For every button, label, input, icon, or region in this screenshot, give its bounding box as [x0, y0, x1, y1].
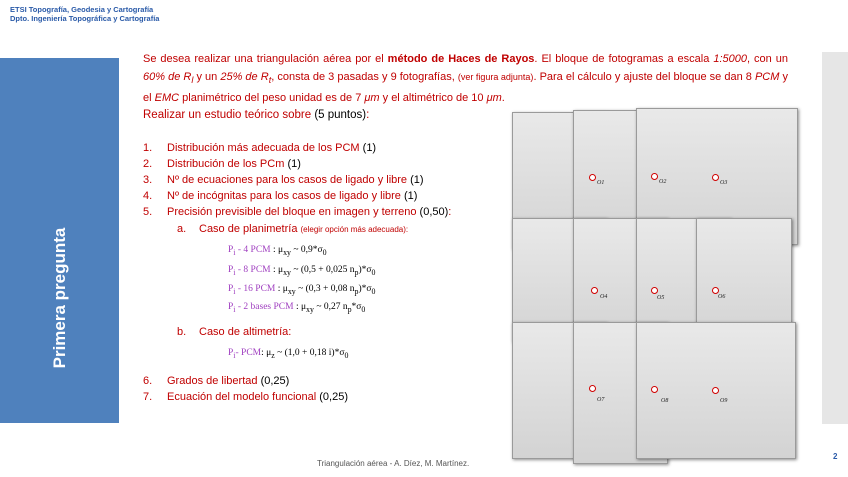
- list-item: [143, 375, 289, 387]
- formula-rest: ~ 0,27 n: [313, 302, 348, 312]
- list-item: [143, 174, 424, 186]
- scale: 1:5000: [713, 53, 747, 65]
- list-item: [143, 142, 376, 154]
- intro-text: , con un: [747, 53, 788, 65]
- formula-desc: - PCM: [235, 348, 262, 358]
- formula-sub: 0: [361, 304, 366, 314]
- item-text: Distribución más adecuada de los PCM: [167, 142, 363, 154]
- list-item: [143, 206, 451, 218]
- emc-term: EMC: [154, 92, 180, 105]
- formula-label: P: [228, 348, 234, 358]
- projection-center: [712, 174, 719, 181]
- formula-sub: xy: [283, 267, 291, 277]
- formula-expr: : μ: [270, 245, 284, 255]
- formula-desc: - 4 PCM: [235, 245, 271, 255]
- overlap-long-sub: l: [191, 75, 194, 86]
- projection-center-label: O1: [597, 180, 605, 186]
- item-number: 3.: [143, 174, 153, 186]
- formula-rest: *σ: [351, 302, 362, 312]
- formula-expr: : μ: [261, 348, 272, 358]
- subtitle-text: Realizar un estudio teórico sobre: [143, 109, 315, 121]
- projection-center-label: O7: [597, 397, 605, 403]
- item-points: (0,25): [319, 391, 349, 403]
- intro-text: . Para el cálculo y ajuste del bloque se dan 8: [533, 71, 755, 83]
- formula-sub: p: [354, 286, 359, 296]
- item-points: (1): [403, 190, 418, 202]
- intro-text: . El bloque de fotogramas a escala: [534, 53, 714, 65]
- formula-desc: - 2 bases PCM: [235, 302, 294, 312]
- item-text: Nº de incógnitas para los casos de ligado y libre: [167, 190, 404, 202]
- projection-center: [651, 287, 658, 294]
- intro-text: y el altimétrico de 10: [379, 92, 487, 105]
- subitem-number: b.: [177, 326, 187, 338]
- item-number: 5.: [143, 206, 153, 218]
- formula: [228, 302, 365, 314]
- overlap-trans: 25% de R: [220, 71, 269, 83]
- formula-expr: : μ: [275, 284, 288, 294]
- formula-sub: 0: [371, 267, 376, 277]
- formula-label-sub: i: [233, 247, 236, 257]
- formula-label: P: [228, 284, 234, 294]
- subitem-note: (elegir opción más adecuada):: [300, 225, 409, 234]
- projection-center-label: O8: [661, 398, 669, 404]
- header-line-1: ETSI Topografía, Geodesia y Cartografía: [10, 5, 154, 14]
- header: [10, 5, 159, 23]
- projection-center: [712, 287, 719, 294]
- formula-label: P: [228, 265, 234, 275]
- item-points: (1): [287, 158, 301, 170]
- intro-paragraph: [143, 50, 788, 107]
- formula-label-sub: i: [233, 286, 236, 296]
- figure-note: (ver figura adjunta): [457, 72, 534, 82]
- task-subtitle: [143, 109, 369, 121]
- projection-center: [589, 174, 596, 181]
- page-number: 2: [833, 452, 838, 461]
- item-text: Nº de ecuaciones para los casos de ligado y libre: [167, 174, 411, 186]
- unit-um: μm: [364, 92, 380, 105]
- formula-rest: )*σ: [358, 265, 372, 275]
- formula-sub: xy: [287, 286, 296, 296]
- item-number: 7.: [143, 391, 153, 403]
- item-number: 2.: [143, 158, 153, 170]
- formula-expr: : μ: [270, 265, 284, 275]
- formula-sub: z: [271, 350, 275, 360]
- item-number: 1.: [143, 142, 153, 154]
- sidebar-title: Primera pregunta: [50, 227, 69, 369]
- subitem-number: a.: [177, 223, 187, 235]
- item-points: (0,25): [260, 375, 290, 387]
- projection-center-label: O6: [718, 294, 726, 300]
- projection-center: [651, 386, 658, 393]
- intro-text: planimétrico del peso unidad es de 7: [179, 92, 365, 105]
- projection-center-label: O3: [720, 180, 728, 186]
- formula-rest: ~ 0,9*σ: [291, 245, 323, 255]
- formula-label-sub: i: [233, 350, 236, 360]
- item-points: (0,50): [419, 206, 449, 218]
- formula-sub: p: [354, 267, 359, 277]
- list-item: [143, 158, 301, 170]
- intro-text: .: [501, 92, 505, 105]
- formula-sub: p: [347, 304, 352, 314]
- formula-expr: : μ: [293, 302, 307, 312]
- method-name: método de Haces de Rayos: [387, 53, 535, 65]
- item-text: Ecuación del modelo funcional: [167, 391, 320, 403]
- projection-center-label: O5: [657, 295, 665, 301]
- item-number: 4.: [143, 190, 153, 202]
- list-item: [143, 190, 417, 202]
- subitem-text: Caso de planimetría: [199, 223, 301, 235]
- intro-text: , consta de 3 pasadas y 9 fotografías,: [271, 71, 458, 83]
- formula-label-sub: i: [233, 304, 236, 314]
- item-points: (1): [362, 142, 377, 154]
- footer: Triangulación aérea - A. Díez, M. Martínez.: [317, 459, 470, 468]
- overlap-long: 60% de R: [143, 71, 192, 83]
- unit-um: μm: [486, 92, 502, 105]
- formula-sub: 0: [322, 247, 327, 257]
- formula: [228, 265, 376, 277]
- formula-desc: - 8 PCM: [235, 265, 271, 275]
- projection-center-label: O9: [720, 398, 728, 404]
- item-points: (1): [410, 174, 424, 186]
- formula-rest: ~ (0,3 + 0,08 n: [295, 284, 355, 294]
- formula-label: P: [228, 245, 234, 255]
- subitem-a: [177, 223, 408, 235]
- header-line-2: Dpto. Ingeniería Topográfica y Cartografía: [10, 14, 160, 23]
- projection-center: [712, 387, 719, 394]
- sidebar: [0, 58, 119, 423]
- formula-label-sub: i: [233, 267, 236, 277]
- item-text: Distribución de los PCm: [167, 158, 288, 170]
- formula-rest: )*σ: [358, 284, 372, 294]
- intro-text: y un: [193, 71, 221, 83]
- formula-sub: 0: [371, 286, 376, 296]
- formula-sub: xy: [283, 247, 291, 257]
- formula-sub: 0: [344, 350, 349, 360]
- formula-sub: xy: [306, 304, 314, 314]
- projection-center-label: O2: [659, 179, 667, 185]
- formula: [228, 284, 376, 296]
- projection-center: [589, 385, 596, 392]
- list-item: [143, 391, 348, 403]
- projection-center-label: O4: [600, 294, 608, 300]
- projection-center: [591, 287, 598, 294]
- formula-rest: ~ (0,5 + 0,025 n: [291, 265, 355, 275]
- formula: [228, 245, 327, 257]
- intro-text: Se desea realizar una triangulación aérea por el: [143, 53, 388, 65]
- intro-text: y el: [143, 71, 788, 105]
- subitem-b: [177, 326, 291, 338]
- item-number: 6.: [143, 375, 153, 387]
- subtitle-points: (5 puntos): [314, 109, 367, 121]
- projection-center: [651, 173, 658, 180]
- item-tail: :: [448, 206, 452, 218]
- pcm-term: PCM: [754, 71, 780, 83]
- formula-label: P: [228, 302, 234, 312]
- right-bar: [822, 52, 848, 424]
- formula-desc: - 16 PCM: [235, 284, 276, 294]
- formula-altimetry: [228, 348, 348, 360]
- formula-rest: ~ (1,0 + 0,18 i)*σ: [274, 348, 345, 358]
- subtitle-colon: :: [366, 109, 370, 121]
- item-text: Precisión previsible del bloque en imagen y terreno: [167, 206, 420, 218]
- item-text: Grados de libertad: [167, 375, 261, 387]
- subitem-text: Caso de altimetría:: [199, 326, 292, 338]
- overlap-trans-sub: t: [268, 75, 272, 86]
